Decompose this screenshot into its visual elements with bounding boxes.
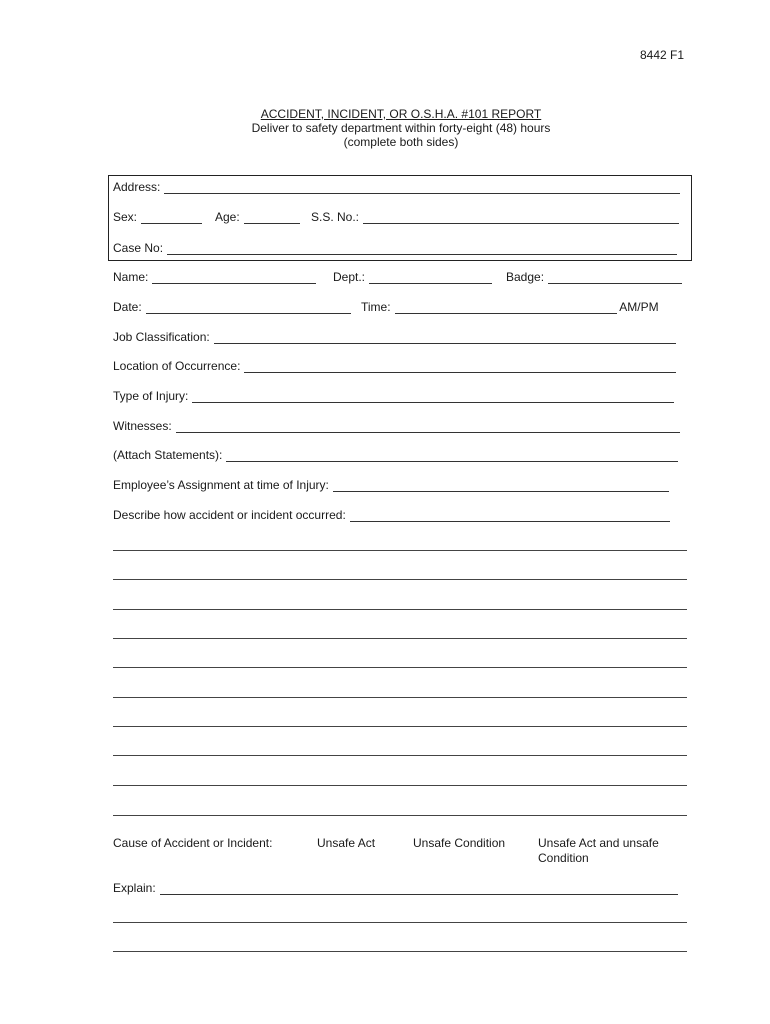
description-line[interactable] <box>113 815 687 816</box>
time-label: Time: <box>361 300 391 314</box>
explain-field[interactable] <box>160 883 678 895</box>
explain-line[interactable] <box>113 951 687 952</box>
case-no-field[interactable] <box>167 243 677 255</box>
description-line[interactable] <box>113 697 687 698</box>
description-line[interactable] <box>113 785 687 786</box>
describe-label: Describe how accident or incident occurred: <box>113 508 346 522</box>
description-line[interactable] <box>113 638 687 639</box>
address-row <box>113 179 680 195</box>
sex-group <box>113 209 202 225</box>
cause-option-unsafe-act-and-condition[interactable]: Unsafe Act and unsafe Condition <box>538 836 659 865</box>
address-field[interactable] <box>164 182 680 194</box>
badge-group <box>506 269 682 285</box>
location-row <box>113 358 676 374</box>
ss-no-label: S.S. No.: <box>311 210 360 224</box>
address-label: Address: <box>113 180 161 194</box>
description-line[interactable] <box>113 609 687 610</box>
date-group <box>113 299 351 315</box>
witnesses-field[interactable] <box>176 421 680 433</box>
sex-label: Sex: <box>113 210 138 224</box>
name-dept-badge-row <box>113 269 693 285</box>
describe-row <box>113 507 670 523</box>
description-line[interactable] <box>113 667 687 668</box>
job-classification-label: Job Classification: <box>113 330 210 344</box>
age-field[interactable] <box>244 212 300 224</box>
description-line[interactable] <box>113 550 687 551</box>
dept-label: Dept.: <box>333 270 366 284</box>
name-field[interactable] <box>152 272 316 284</box>
date-label: Date: <box>113 300 142 314</box>
type-of-injury-label: Type of Injury: <box>113 389 189 403</box>
dept-field[interactable] <box>369 272 492 284</box>
form-header <box>0 107 770 149</box>
job-classification-row <box>113 329 676 345</box>
dept-group <box>333 269 492 285</box>
case-no-label: Case No: <box>113 241 164 255</box>
badge-field[interactable] <box>548 272 682 284</box>
description-line[interactable] <box>113 726 687 727</box>
attach-statements-field[interactable] <box>226 450 678 462</box>
form-title: ACCIDENT, INCIDENT, OR O.S.H.A. #101 REPORT <box>260 107 542 121</box>
witnesses-row <box>113 418 680 434</box>
cause-option-unsafe-condition[interactable]: Unsafe Condition <box>413 836 506 850</box>
name-label: Name: <box>113 270 149 284</box>
cause-label: Cause of Accident or Incident: <box>113 836 273 850</box>
explain-row <box>113 880 678 896</box>
type-of-injury-row <box>113 388 674 404</box>
explain-line[interactable] <box>113 922 687 923</box>
date-time-row <box>113 299 693 315</box>
location-field[interactable] <box>244 361 676 373</box>
assignment-field[interactable] <box>333 480 669 492</box>
case-no-row <box>113 240 677 256</box>
type-of-injury-field[interactable] <box>192 391 674 403</box>
age-label: Age: <box>215 210 240 224</box>
job-classification-field[interactable] <box>214 332 676 344</box>
description-line[interactable] <box>113 579 687 580</box>
attach-statements-row <box>113 447 678 463</box>
ampm-label: AM/PM <box>619 300 659 314</box>
form-number: 8442 F1 <box>640 48 685 62</box>
witnesses-label: Witnesses: <box>113 419 172 433</box>
location-label: Location of Occurrence: <box>113 359 241 373</box>
explain-label: Explain: <box>113 881 156 895</box>
name-group <box>113 269 316 285</box>
ss-group <box>311 209 679 225</box>
cause-option-unsafe-act[interactable]: Unsafe Act <box>317 836 376 850</box>
badge-label: Badge: <box>506 270 545 284</box>
attach-statements-label: (Attach Statements): <box>113 448 223 462</box>
date-field[interactable] <box>146 302 351 314</box>
ss-no-field[interactable] <box>363 212 679 224</box>
sex-age-ss-row <box>113 209 693 225</box>
form-note: (complete both sides) <box>343 135 459 149</box>
description-line[interactable] <box>113 755 687 756</box>
form-instruction: Deliver to safety department within forty-eight (48) hours <box>251 121 551 135</box>
assignment-label: Employee’s Assignment at time of Injury: <box>113 478 329 492</box>
describe-field[interactable] <box>350 510 670 522</box>
sex-field[interactable] <box>141 212 202 224</box>
age-group <box>215 209 300 225</box>
time-field[interactable] <box>395 302 617 314</box>
time-group <box>361 299 659 315</box>
assignment-row <box>113 477 669 493</box>
